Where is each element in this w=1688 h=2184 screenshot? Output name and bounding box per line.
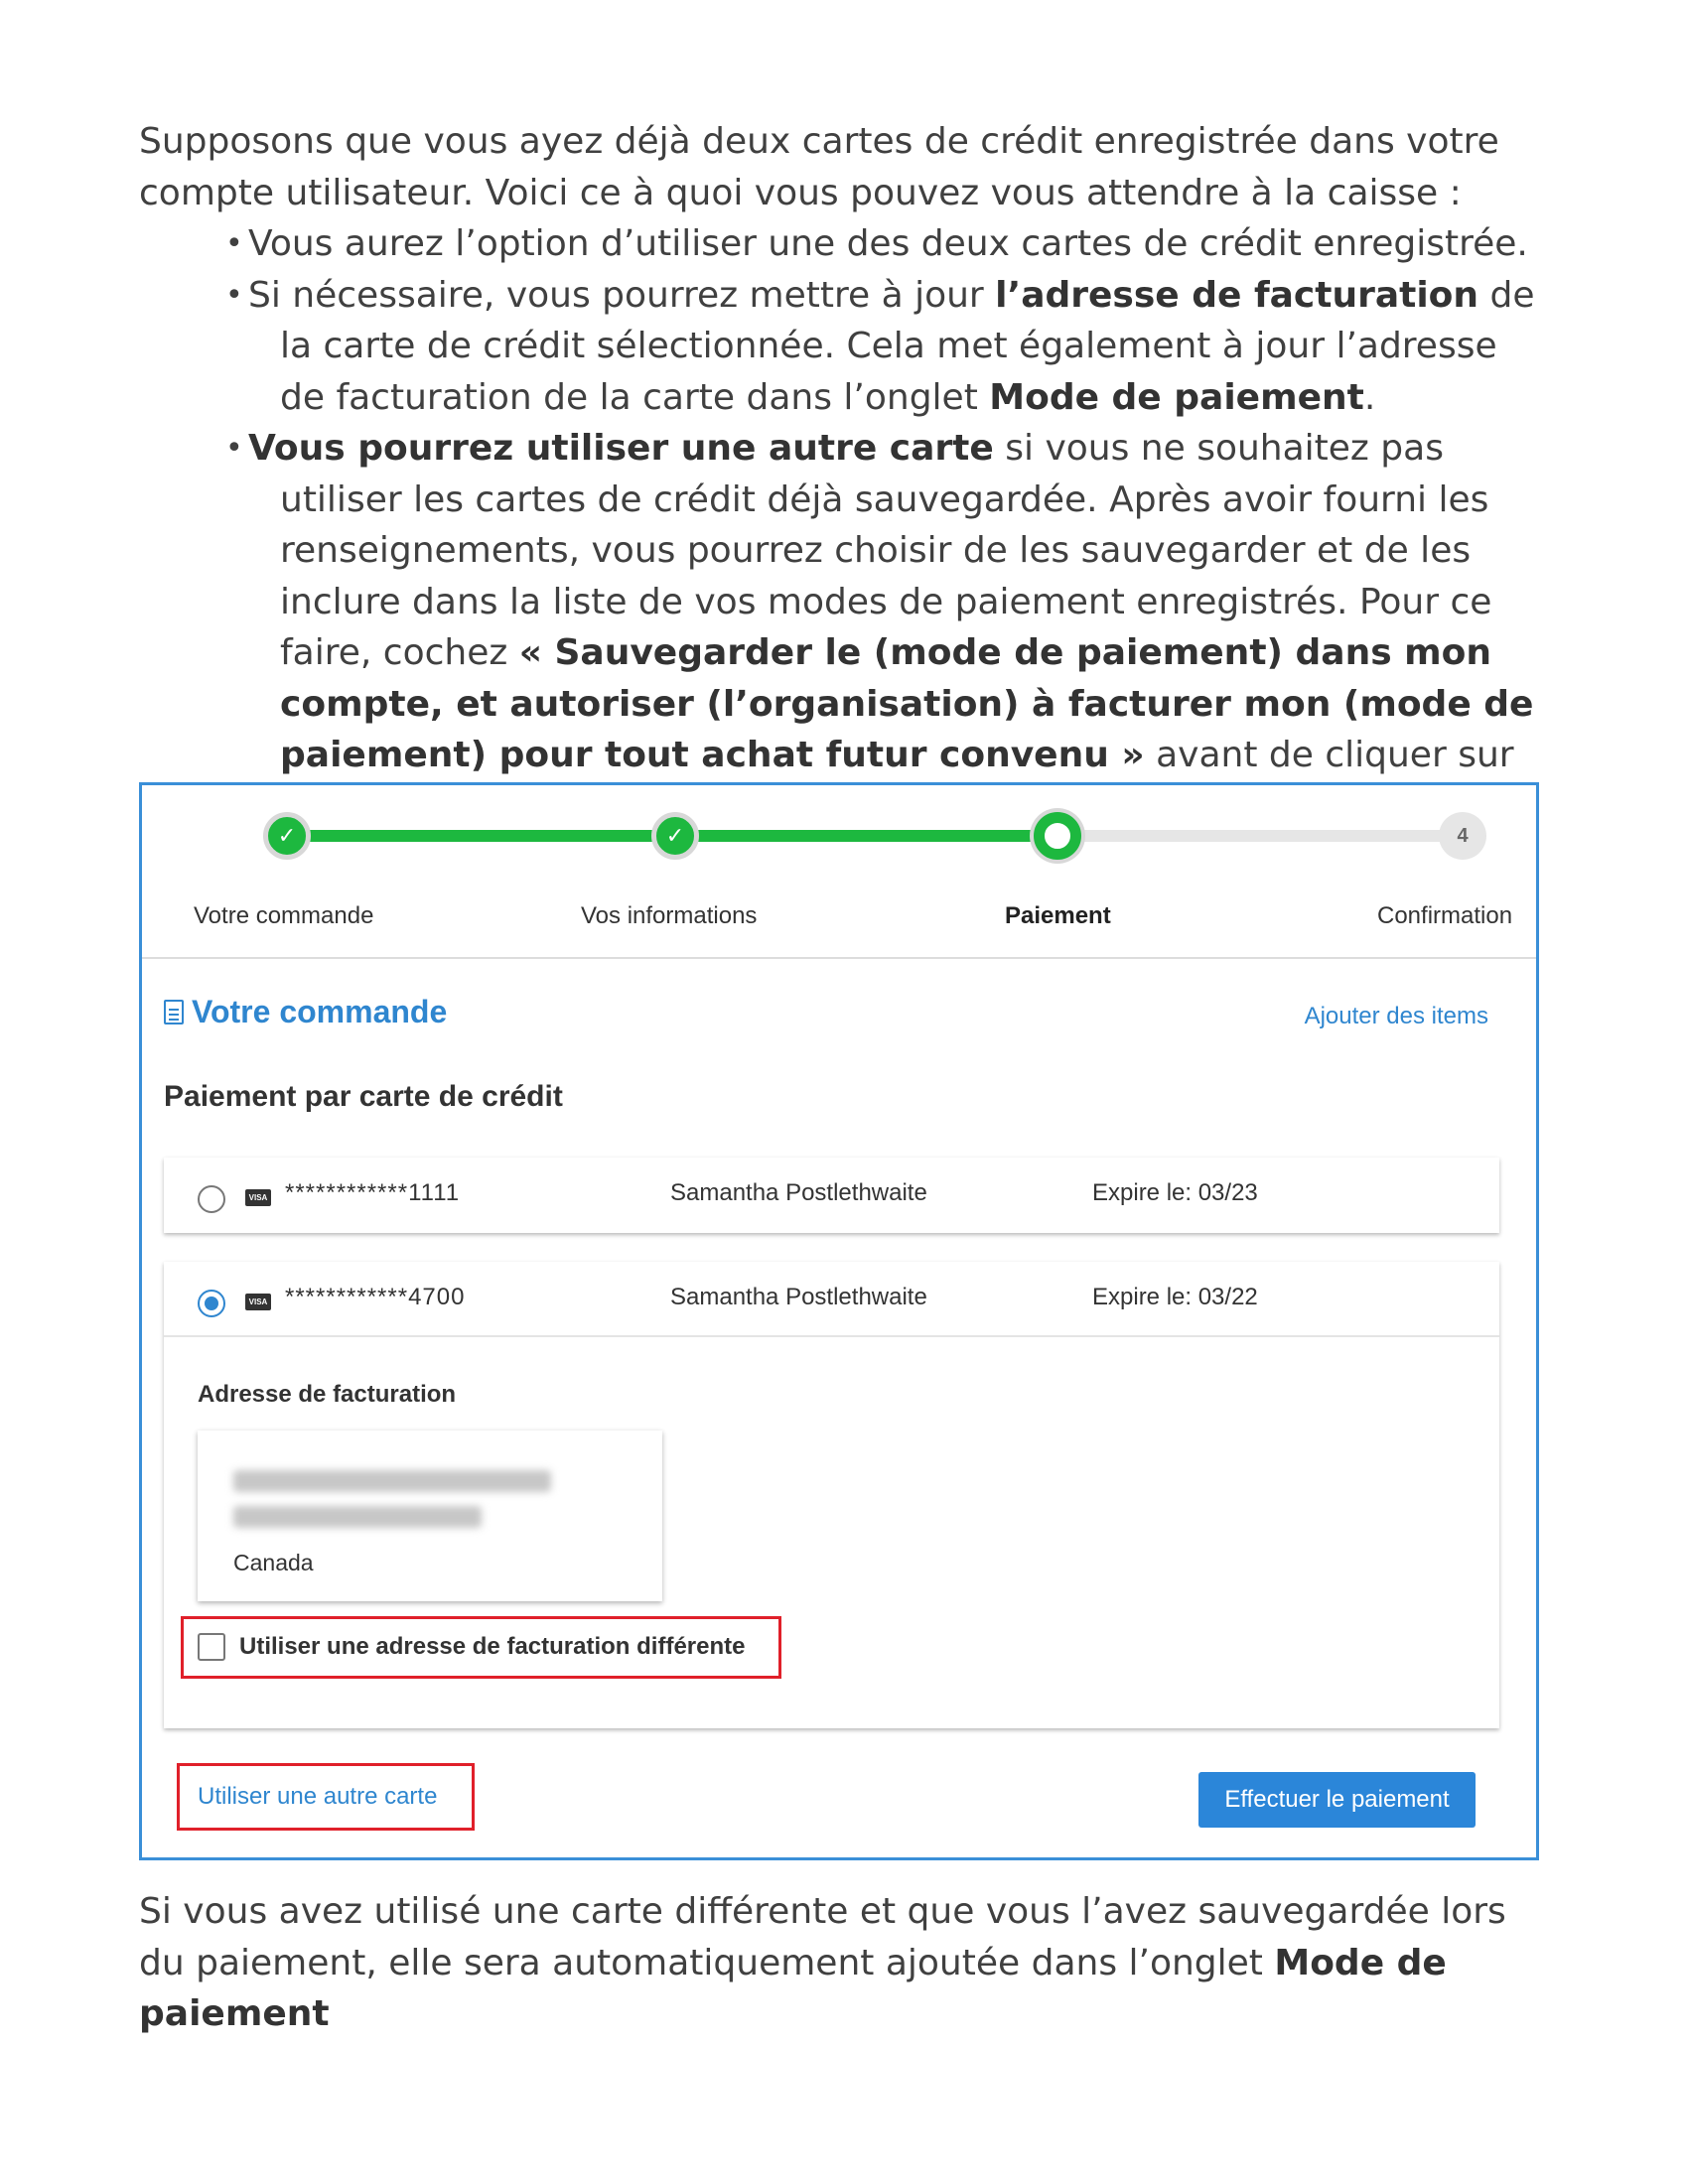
bullet-2-text-a: Si nécessaire, vous pourrez mettre à jour (248, 274, 996, 316)
outro-text: Si vous avez utilisé une carte différente et que vous l’avez sauvegardée lors du paiement, elle sera automatiquement ajoutée dans l’onglet (139, 1891, 1506, 1983)
saved-card-4700-panel (164, 1262, 1499, 1728)
order-title-text: Votre commande (192, 994, 448, 1029)
bullet-list (139, 218, 1549, 832)
saved-card-1111[interactable] (164, 1158, 1499, 1233)
bullet-2-bold-a: l’adresse de facturation (995, 274, 1479, 316)
card-expiry: Expire le: 03/22 (1092, 1284, 1258, 1310)
bullet-2-text-c: . (1363, 376, 1376, 418)
use-other-card-link[interactable]: Utiliser une autre carte (198, 1783, 438, 1810)
different-address-highlight[interactable] (181, 1616, 781, 1679)
bullet-3-text-b: avant de cliquer sur (1144, 735, 1514, 775)
bullet-2-text-b: de la carte de crédit sélectionnée. Cela met également à jour l’adresse de facturation de la carte dans l’onglet (280, 274, 1535, 418)
outro-bold: Mode de paiement (139, 1942, 1447, 2034)
payment-heading: Paiement par carte de crédit (164, 1080, 563, 1113)
step-label-votre-commande[interactable]: Votre commande (194, 902, 374, 929)
card-expiry: Expire le: 03/23 (1092, 1179, 1258, 1206)
redacted-address-line-2 (233, 1506, 482, 1528)
card-1111-radio[interactable] (198, 1185, 225, 1213)
document-icon (164, 1000, 184, 1024)
card-4700-radio[interactable] (198, 1290, 225, 1317)
bullet-2-bold-b: Mode de paiement (989, 376, 1364, 418)
step-4-number: 4 (1439, 812, 1486, 860)
redacted-address-line-1 (233, 1470, 551, 1492)
outro-paragraph (139, 1886, 1549, 2040)
visa-card-icon: VISA (245, 1294, 271, 1310)
step-2-check-icon: ✓ (651, 812, 699, 860)
card-holder-name: Samantha Postlethwaite (670, 1284, 927, 1310)
card-row-divider (164, 1335, 1499, 1337)
billing-address-label: Adresse de facturation (198, 1381, 457, 1408)
order-title[interactable] (164, 994, 447, 1030)
add-items-link[interactable]: Ajouter des items (1304, 1003, 1488, 1029)
bullet-item-3 (139, 423, 1549, 832)
step-3-current-icon (1034, 812, 1081, 860)
different-address-checkbox[interactable] (198, 1633, 225, 1661)
step-label-paiement: Paiement (1005, 902, 1111, 929)
intro-paragraph: Supposons que vous ayez déjà deux cartes de crédit enregistrée dans votre compte utilisateur. Voici ce à quoi vous pouvez vous attendre à la caisse : (139, 121, 1499, 213)
different-address-label[interactable]: Utiliser une adresse de facturation différente (239, 1633, 746, 1660)
step-label-confirmation: Confirmation (1377, 902, 1513, 929)
checkout-stepper (142, 785, 1536, 959)
make-payment-button[interactable]: Effectuer le paiement (1198, 1772, 1476, 1828)
bullet-3-bold-b: « Sauvegarder le (mode de paiement) dans mon compte, et autoriser (l’organisation) à facturer mon (mode de paiement) pour tout achat futur convenu » (280, 632, 1534, 775)
card-number: ************1111 (285, 1179, 461, 1206)
step-1-check-icon: ✓ (263, 812, 311, 860)
progress-track-remaining (1057, 830, 1463, 842)
bullet-3-text-a: si vous ne souhaitez pas utiliser les cartes de crédit déjà sauvegardée. Après avoir fourni les renseignements, vous pourrez choisir de les sauvegarder et de les inclure dans la liste de vos modes de paiement enregistrés. Pour ce faire, cochez (280, 428, 1492, 673)
step-label-vos-informations[interactable]: Vos informations (581, 902, 758, 929)
visa-card-icon: VISA (245, 1189, 271, 1206)
bullet-item-1 (139, 218, 1549, 270)
bullet-3-bold-a: Vous pourrez utiliser une autre carte (248, 428, 994, 469)
other-card-highlight[interactable] (177, 1763, 475, 1831)
outro-section (139, 1886, 1549, 2040)
billing-address-box (198, 1431, 662, 1601)
card-holder-name: Samantha Postlethwaite (670, 1179, 927, 1206)
bullet-1-text: Vous aurez l’option d’utiliser une des deux cartes de crédit enregistrée. (248, 223, 1528, 264)
billing-country: Canada (233, 1550, 314, 1575)
checkout-screenshot (139, 782, 1539, 1860)
card-number: ************4700 (285, 1284, 466, 1310)
intro-section (139, 116, 1549, 832)
bullet-item-2 (139, 270, 1549, 424)
